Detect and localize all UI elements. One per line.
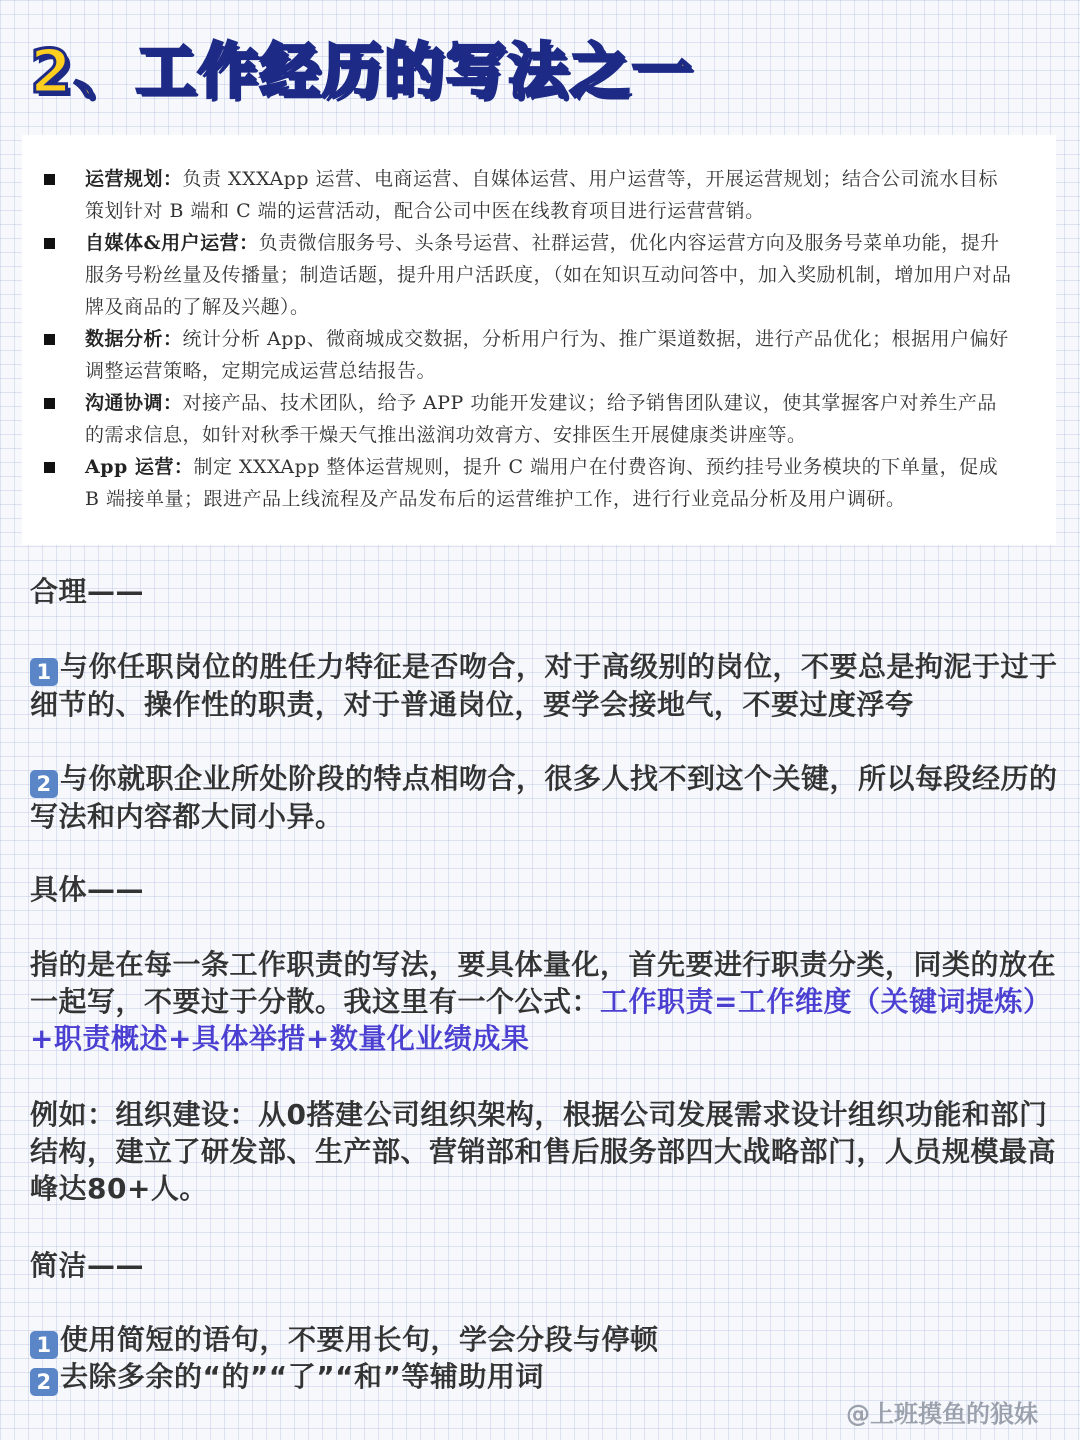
author-watermark: @上班摸鱼的狼妹 <box>846 1400 1038 1428</box>
resume-item-text: 统计分析 App、微商城成交数据，分析用户行为、推广渠道数据，进行产品优化；根据用户偏好调整运营策略，定期完成运营总结报告。 <box>85 328 1009 382</box>
page-title: 2、工作经历的写法之一 <box>30 37 694 107</box>
square-bullet-icon <box>44 174 55 185</box>
formula-highlight: 工作职责=工作维度（关键词提炼）+职责概述+具体举措+数量化业绩成果 <box>30 985 1052 1055</box>
resume-item-label: 沟通协调： <box>85 392 183 414</box>
number-2-icon: 2 <box>30 770 58 798</box>
resume-item-text: 负责 XXXApp 运营、电商运营、自媒体运营、用户运营等，开展运营规划；结合公司流水目标策划针对 B 端和 C 端的运营活动，配合公司中医在线教育项目进行运营营销。 <box>85 168 999 222</box>
resume-item <box>44 227 1016 323</box>
square-bullet-icon <box>44 334 55 345</box>
resume-item-label: 数据分析： <box>85 328 183 350</box>
resume-item <box>44 323 1016 387</box>
concise-point-1 <box>30 1321 1070 1359</box>
resume-item <box>44 163 1016 227</box>
reasonable-point-1 <box>30 648 1070 723</box>
reasonable-point-2-text: 与你就职企业所处阶段的特点相吻合，很多人找不到这个关键，所以每段经历的写法和内容都大同小异。 <box>30 762 1058 833</box>
resume-item-text: 负责微信服务号、头条号运营、社群运营，优化内容运营方向及服务号菜单功能，提升服务号粉丝量及传播量；制造话题，提升用户活跃度，（如在知识互动问答中，加入奖励机制，增加用户对品牌及商品的了解及兴趣）。 <box>85 232 1012 318</box>
specific-intro-text: 指的是在每一条工作职责的写法，要具体量化，首先要进行职责分类，同类的放在一起写，不要过于分散。我这里有一个公式： <box>30 948 1057 1018</box>
example-paragraph: 例如：组织建设：从0搭建公司组织架构，根据公司发展需求设计组织功能和部门结构，建立了研发部、生产部、营销部和售后服务部四大战略部门，人员规模最高峰达80+人。 <box>30 1098 1057 1205</box>
specific-description <box>30 946 1070 1057</box>
resume-item-label: 自媒体&用户运营： <box>85 232 259 254</box>
square-bullet-icon <box>44 238 55 249</box>
section-heading-concise: 简洁—— <box>30 1249 145 1282</box>
concise-point-1-text: 使用简短的语句，不要用长句，学会分段与停顿 <box>60 1323 659 1356</box>
square-bullet-icon <box>44 398 55 409</box>
concise-point-2-text: 去除多余的“的”“了”“和”等辅助用词 <box>60 1360 544 1393</box>
number-1-icon: 1 <box>30 1331 58 1359</box>
square-bullet-icon <box>44 462 55 473</box>
resume-item-label: App 运营： <box>85 456 194 478</box>
resume-item-text: 对接产品、技术团队，给予 APP 功能开发建议；给予销售团队建议，使其掌握客户对养生产品的需求信息，如针对秋季干燥天气推出滋润功效膏方、安排医生开展健康类讲座等。 <box>85 392 997 446</box>
resume-item-label: 运营规划： <box>85 168 183 190</box>
resume-item <box>44 387 1016 451</box>
section-heading-reasonable: 合理—— <box>30 575 145 608</box>
reasonable-point-1-text: 与你任职岗位的胜任力特征是否吻合，对于高级别的岗位，不要总是拘泥于过于细节的、操作性的职责，对于普通岗位，要学会接地气，不要过度浮夸 <box>30 650 1058 721</box>
number-1-icon: 1 <box>30 658 58 686</box>
reasonable-point-2 <box>30 760 1070 835</box>
resume-item-text: 制定 XXXApp 整体运营规则，提升 C 端用户在付费咨询、预约挂号业务模块的下单量，促成 B 端接单量；跟进产品上线流程及产品发布后的运营维护工作，进行行业竞品分析及用户调研。 <box>85 456 999 510</box>
number-2-icon: 2 <box>30 1368 58 1396</box>
concise-point-2 <box>30 1358 1070 1396</box>
section-heading-specific: 具体—— <box>30 873 145 906</box>
resume-example-card <box>22 135 1056 545</box>
resume-item <box>44 451 1016 515</box>
